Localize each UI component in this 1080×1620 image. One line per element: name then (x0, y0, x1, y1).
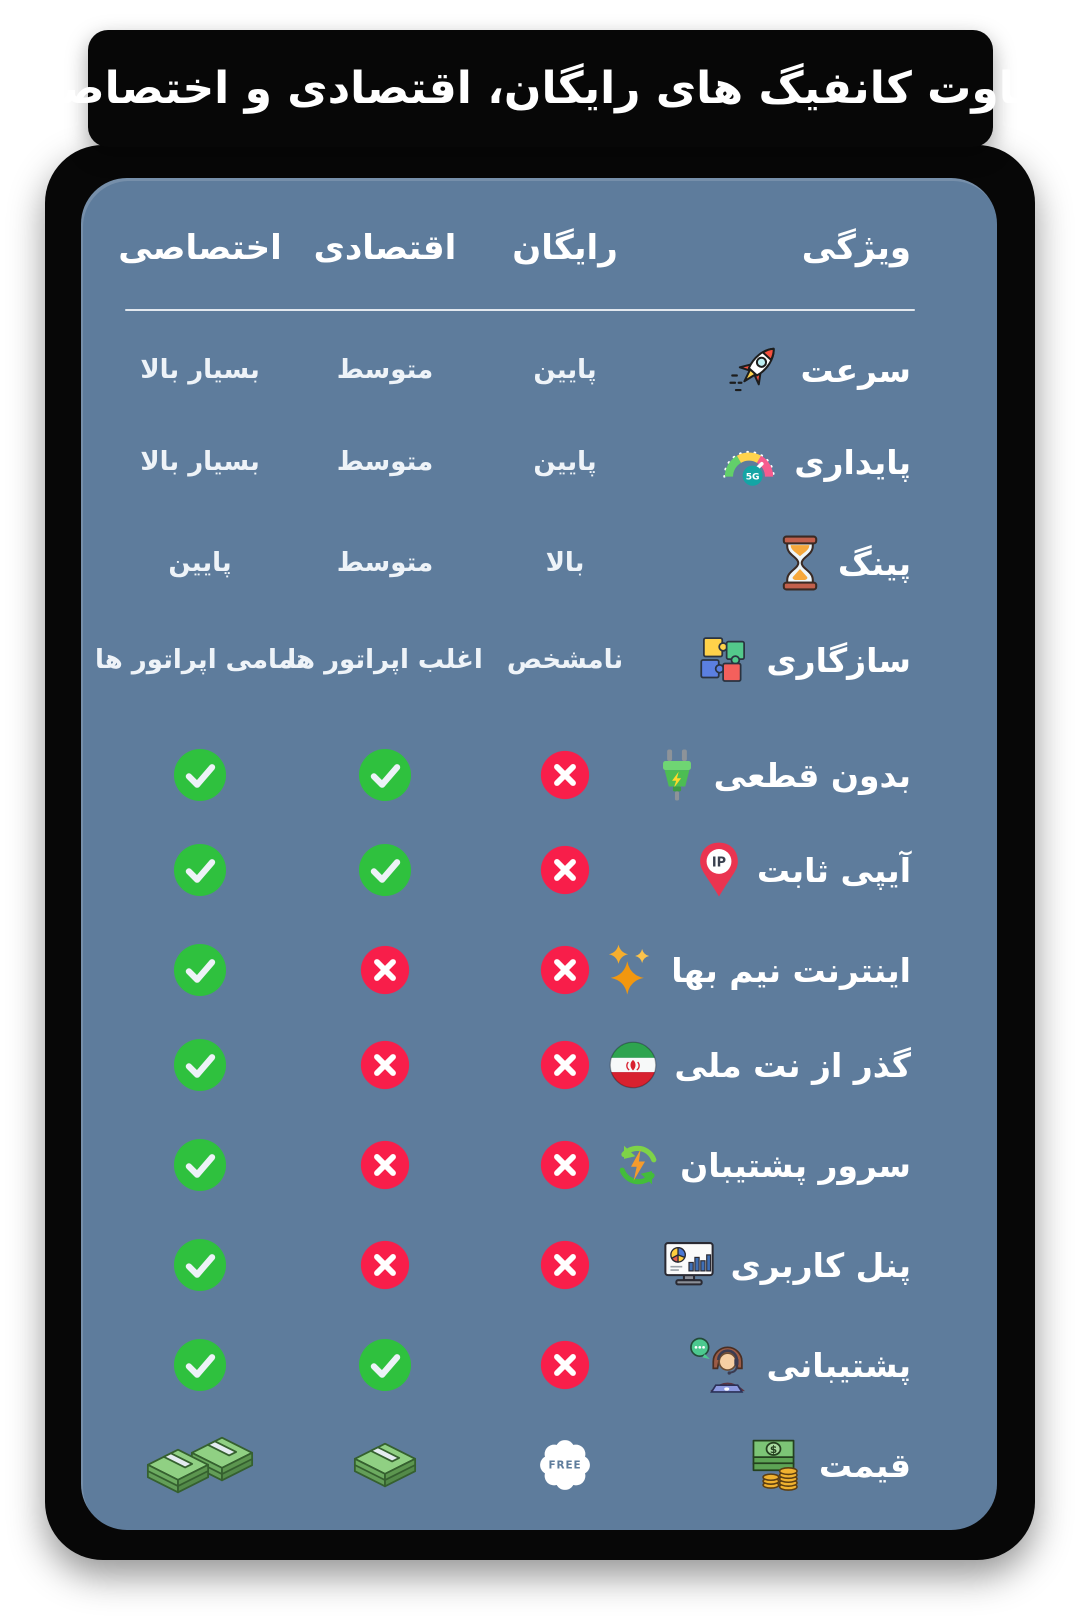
cell-free (470, 1415, 660, 1515)
feature-label: پنل کاربری (730, 1245, 911, 1285)
feature-compatibility (661, 610, 911, 710)
check-icon (173, 1338, 227, 1392)
cell-dedicated (105, 1015, 295, 1115)
feature-half-price-internet (661, 920, 911, 1020)
check-icon (358, 1338, 412, 1392)
feature-label: سرعت (800, 350, 911, 390)
cross-icon (360, 1140, 410, 1190)
money-stack-icon (139, 1431, 261, 1499)
comparison-table (81, 178, 997, 1530)
cross-icon (540, 1340, 590, 1390)
cell-economy (290, 1215, 480, 1315)
cell-economy (290, 1115, 480, 1215)
feature-label: سرور پشتیبان (680, 1145, 911, 1185)
cell-free (470, 320, 660, 420)
feature-price (661, 1415, 911, 1515)
cell-free (470, 1315, 660, 1415)
feature-ping (661, 513, 911, 613)
feature-label: قیمت (818, 1445, 911, 1485)
cell-dedicated (105, 725, 295, 825)
header-feature: ویژگی (801, 228, 911, 268)
header-economy: اقتصادی (313, 228, 457, 268)
check-icon (173, 1238, 227, 1292)
feature-label: آیپی ثابت (756, 850, 911, 890)
table-row (81, 1315, 997, 1415)
cell-value: پایین (168, 548, 232, 578)
cell-economy (290, 1315, 480, 1415)
check-icon (173, 943, 227, 997)
cell-economy (290, 1415, 480, 1515)
header-dedicated: اختصاصی (118, 228, 282, 268)
feature-label: بدون قطعی (713, 755, 911, 795)
puzzle-icon (696, 632, 752, 688)
check-icon (173, 748, 227, 802)
check-icon (358, 843, 412, 897)
ip-pin-icon (695, 840, 743, 900)
table-row (81, 1215, 997, 1315)
cell-economy (290, 320, 480, 420)
cell-economy (287, 610, 483, 710)
rocket-icon (725, 339, 787, 401)
money-stack-icon (139, 1443, 217, 1499)
cell-economy (290, 820, 480, 920)
cell-value: متوسط (336, 447, 434, 477)
cell-dedicated (105, 920, 295, 1020)
feature-backup-server (661, 1115, 911, 1215)
cell-economy (290, 725, 480, 825)
table-row (81, 1415, 997, 1515)
cell-free (470, 513, 660, 613)
hourglass-icon (776, 534, 824, 592)
cell-value: اغلب اپراتور ها (287, 645, 483, 675)
cell-value: متوسط (336, 355, 434, 385)
table-row (81, 725, 997, 825)
cross-icon (540, 1040, 590, 1090)
cell-economy (290, 920, 480, 1020)
cross-icon (360, 945, 410, 995)
table-row (81, 920, 997, 1020)
cross-icon (360, 1040, 410, 1090)
feature-no-disconnection (661, 725, 911, 825)
feature-label: پشتیبانی (766, 1345, 911, 1385)
cell-value: بسیار بالا (140, 447, 260, 477)
table-row (81, 1115, 997, 1215)
cell-value: تمامی اپراتور ها (94, 645, 306, 675)
table-row (81, 513, 997, 613)
dashboard-monitor-icon (662, 1240, 716, 1290)
table-row (81, 1015, 997, 1115)
check-icon (173, 843, 227, 897)
cell-value: نامشخص (506, 645, 624, 675)
feature-label: گذر از نت ملی (674, 1045, 911, 1085)
check-icon (358, 748, 412, 802)
cross-icon (360, 1240, 410, 1290)
free-badge (536, 1436, 594, 1494)
feature-label: پینگ (837, 543, 911, 583)
cross-icon (540, 845, 590, 895)
table-row (81, 610, 997, 710)
cell-free (470, 412, 660, 512)
money-coins-icon (749, 1438, 805, 1492)
table-row (81, 320, 997, 420)
check-icon (173, 1138, 227, 1192)
cross-icon (540, 1140, 590, 1190)
feature-stability (661, 412, 911, 512)
sparkles-icon (601, 941, 657, 999)
title-bar (17, 30, 1064, 147)
svg-text:FREE: FREE (548, 1459, 582, 1472)
cell-free (470, 1215, 660, 1315)
cell-free (470, 820, 660, 920)
table-row (81, 820, 997, 920)
gauge-5g-icon (718, 436, 780, 488)
cell-free (470, 610, 660, 710)
feature-label: پایداری (794, 442, 911, 482)
cell-dedicated (105, 1415, 295, 1515)
money-stack-icon (343, 1436, 427, 1494)
feature-bypass-national-net (661, 1015, 911, 1115)
cross-icon (540, 750, 590, 800)
cell-economy (290, 412, 480, 512)
cell-dedicated (94, 610, 306, 710)
feature-speed (661, 320, 911, 420)
table-header-row (81, 202, 997, 294)
cell-dedicated (105, 1115, 295, 1215)
cross-icon (540, 945, 590, 995)
feature-label: سازگاری (766, 640, 911, 680)
cell-dedicated (105, 513, 295, 613)
svg-text:5G: 5G (745, 472, 760, 483)
cell-dedicated (105, 412, 295, 512)
feature-support (661, 1315, 911, 1415)
cell-economy (290, 513, 480, 613)
feature-static-ip (661, 820, 911, 920)
cell-dedicated (105, 1315, 295, 1415)
page-title: تفاوت کانفیگ های رایگان، اقتصادی و اختصاصی (17, 63, 1064, 114)
cell-economy (290, 1015, 480, 1115)
header-free: رایگان (512, 228, 618, 268)
cell-value: پایین (533, 447, 597, 477)
feature-user-panel (661, 1215, 911, 1315)
backup-refresh-icon (610, 1137, 666, 1193)
check-icon (173, 1038, 227, 1092)
support-agent-icon (688, 1336, 752, 1394)
money-stack-icon (346, 1437, 424, 1493)
iran-flag-icon (606, 1038, 660, 1092)
cell-value: پایین (533, 355, 597, 385)
header-divider (125, 309, 915, 311)
cell-dedicated (105, 320, 295, 420)
power-plug-icon (654, 746, 700, 804)
cell-value: بسیار بالا (140, 355, 260, 385)
cell-value: بالا (545, 548, 585, 578)
cross-icon (540, 1240, 590, 1290)
cell-dedicated (105, 1215, 295, 1315)
svg-text:IP: IP (711, 855, 726, 871)
table-row (81, 412, 997, 512)
cell-dedicated (105, 820, 295, 920)
cell-free (470, 725, 660, 825)
cell-value: متوسط (336, 548, 434, 578)
feature-label: اینترنت نیم بها (671, 950, 911, 990)
svg-text:$: $ (769, 1443, 778, 1456)
